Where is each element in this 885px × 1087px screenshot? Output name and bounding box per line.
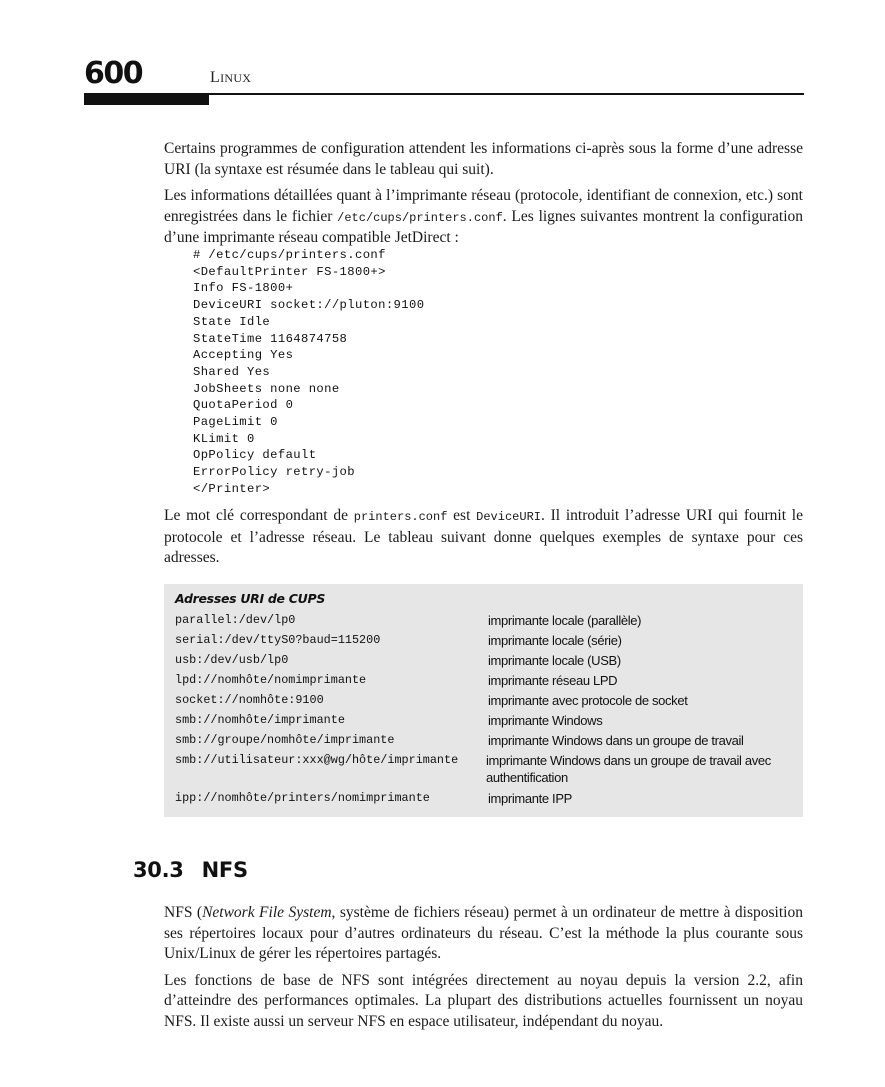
intro-p2-after: . Les lignes suivantes montrent la configuration d’une imprimante réseau compatible JetDirect : [164, 207, 803, 246]
table-desc: imprimante locale (parallèle) [488, 613, 642, 628]
nfs-p1-before: NFS ( [164, 904, 203, 921]
table-desc: imprimante Windows dans un groupe de travail [488, 733, 744, 748]
section-heading [133, 858, 248, 882]
nfs-text [164, 903, 803, 1038]
nfs-p1-after: , système de fichiers réseau) permet à un ordinateur de mettre à disposition ses répertoires locaux pour d’autres ordinateurs du réseau. C’est la méthode la plus courante sous Unix/Linux de gérer les répertoires partagés. [164, 904, 803, 962]
code-line: </Printer> [193, 481, 271, 496]
section-title: NFS [201, 858, 248, 882]
code-line: <DefaultPrinter FS-1800+> [193, 264, 386, 279]
table-desc: imprimante Windows dans un groupe de travail avec authentification [486, 753, 771, 785]
table-uri: smb://utilisateur:xxx@wg/hôte/imprimante [175, 753, 459, 767]
after-code-before: Le mot clé correspondant de [164, 507, 354, 524]
table-uri: parallel:/dev/lp0 [175, 613, 296, 627]
after-code-middle: est [447, 507, 477, 524]
table-uri: ipp://nomhôte/printers/nomimprimante [175, 791, 430, 805]
after-code-paragraph [164, 506, 803, 569]
uri-table-title: Adresses URI de CUPS [175, 591, 326, 606]
intro-paragraph-2 [164, 186, 803, 249]
table-desc: imprimante avec protocole de socket [488, 693, 688, 708]
code-line: PageLimit 0 [193, 415, 278, 430]
inline-code-file: /etc/cups/printers.conf [337, 210, 503, 225]
nfs-p1-italic: Network File System [202, 904, 332, 921]
code-line: QuotaPeriod 0 [193, 398, 294, 413]
running-title-rest: INUX [220, 71, 252, 85]
table-uri: socket://nomhôte:9100 [175, 693, 324, 707]
inline-code-deviceuri: DeviceURI [476, 510, 541, 524]
code-line: KLimit 0 [193, 431, 255, 446]
table-desc: imprimante réseau LPD [488, 673, 618, 688]
nfs-paragraph-2: Les fonctions de base de NFS sont intégrées directement au noyau depuis la version 2.2, afin d’atteindre des performances optimales. La plupart des distributions actuelles fournissent un noyau NFS. Il existe aussi un serveur NFS en espace utilisateur, indépendant du noyau. [164, 971, 803, 1030]
code-line: DeviceURI socket://pluton:9100 [193, 298, 425, 313]
code-listing [193, 247, 424, 498]
after-code-text [164, 506, 803, 575]
uri-table [164, 584, 803, 817]
table-desc: imprimante Windows [488, 713, 603, 728]
table-uri: lpd://nomhôte/nomimprimante [175, 673, 367, 687]
code-line: ErrorPolicy retry-job [193, 465, 355, 480]
code-line: JobSheets none none [193, 381, 340, 396]
code-line: State Idle [193, 314, 271, 329]
table-desc: imprimante IPP [488, 791, 572, 806]
page-number: 600 [84, 56, 143, 91]
table-desc: imprimante locale (USB) [488, 653, 621, 668]
code-line: # /etc/cups/printers.conf [193, 248, 386, 262]
page-header [84, 52, 804, 107]
code-line: StateTime 1164874758 [193, 331, 348, 346]
table-uri: serial:/dev/ttyS0?baud=115200 [175, 633, 381, 647]
code-line: Shared Yes [193, 364, 271, 379]
nfs-paragraph-1 [164, 903, 803, 965]
code-line: Accepting Yes [193, 348, 294, 363]
inline-code-printers-conf: printers.conf [353, 510, 448, 524]
running-title-initial: L [210, 69, 221, 86]
table-uri: usb:/dev/usb/lp0 [175, 653, 289, 667]
table-desc: imprimante locale (série) [488, 633, 622, 648]
section-number: 30.3 [133, 858, 184, 882]
running-title [210, 69, 251, 87]
table-uri: smb://groupe/nomhôte/imprimante [175, 733, 395, 747]
table-uri: smb://nomhôte/imprimante [175, 713, 345, 727]
intro-p2-before: Les informations détaillées quant à l’imprimante réseau (protocole, identifiant de connexion, etc.) sont enregistrées dans le fichier [164, 187, 803, 225]
intro-text [164, 139, 803, 255]
code-line: OpPolicy default [193, 448, 317, 463]
after-code-after: . Il introduit l’adresse URI qui fournit le protocole et l’adresse réseau. Le tableau suivant donne quelques exemples de syntaxe pour ces adresses. [164, 507, 803, 566]
header-rule-block [84, 95, 209, 105]
intro-paragraph-1: Certains programmes de configuration attendent les informations ci-après sous la forme d’une adresse URI (la syntaxe est résumée dans le tableau qui suit). [164, 140, 803, 178]
code-line: Info FS-1800+ [193, 281, 294, 296]
